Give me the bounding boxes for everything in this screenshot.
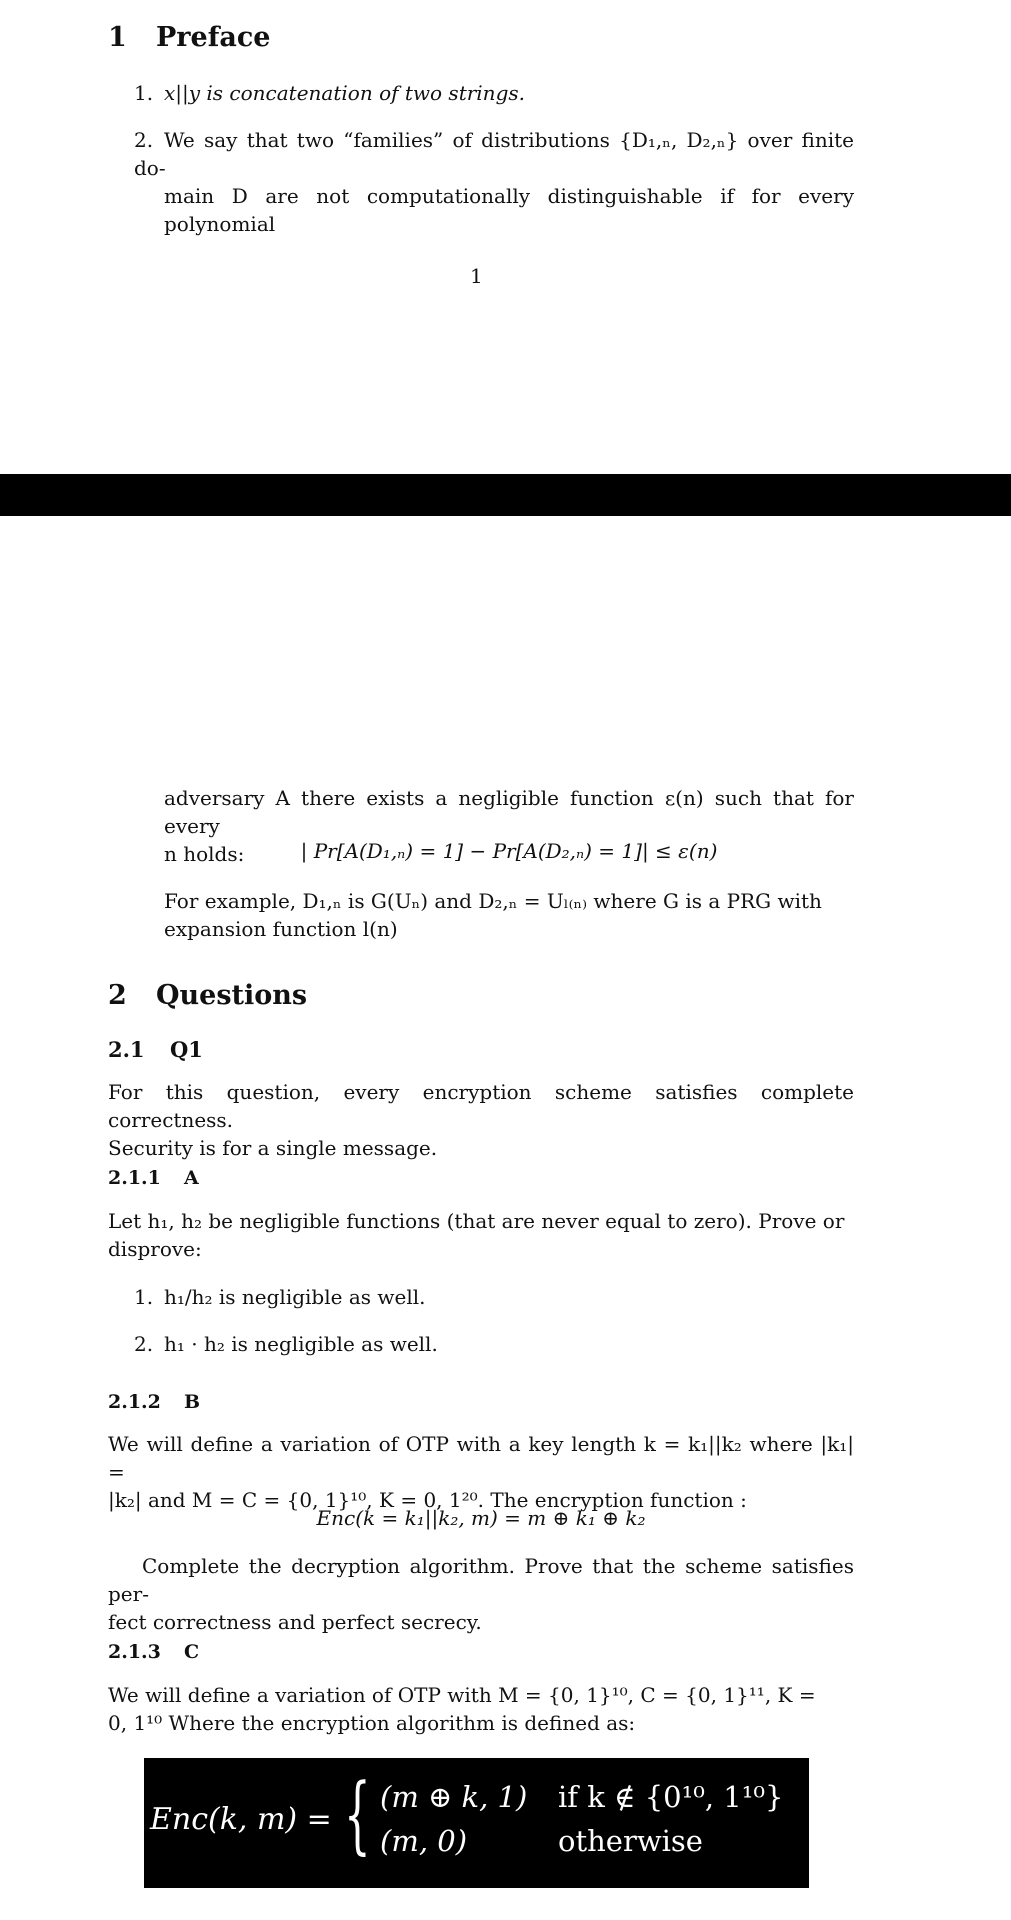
section-number: 2 xyxy=(108,980,127,1011)
list-marker: 1. xyxy=(134,1285,154,1309)
section-title: Questions xyxy=(156,980,308,1011)
paragraph-part-b xyxy=(108,1430,854,1514)
list-marker: 2. xyxy=(134,128,154,152)
display-equation: | Pr[A(D₁,ₙ) = 1] − Pr[A(D₂,ₙ) = 1]| ≤ ε(n) xyxy=(300,839,718,863)
section-heading-questions xyxy=(108,980,307,1011)
subsubsection-title: A xyxy=(184,1167,199,1189)
text-line: We will define a variation of OTP with a key length k = k₁||k₂ where |k₁| = xyxy=(108,1432,854,1484)
text-line: n holds: xyxy=(164,842,245,866)
section-number: 1 xyxy=(108,22,127,53)
list-item xyxy=(134,1283,854,1311)
subsubsection-number: 2.1.1 xyxy=(108,1167,161,1189)
list-text: x||y is concatenation of two strings. xyxy=(164,81,525,105)
text-line: We will define a variation of OTP with M = {0, 1}¹⁰, C = {0, 1}¹¹, K = xyxy=(108,1683,816,1707)
list-line xyxy=(134,182,854,238)
subsubsection-heading-c xyxy=(108,1641,199,1663)
encryption-equation: Enc(k = k₁||k₂, m) = m ⊕ k₁ ⊕ k₂ xyxy=(316,1506,646,1530)
text-line: Security is for a single message. xyxy=(108,1136,438,1160)
text-line: adversary A there exists a negligible function ε(n) such that for every xyxy=(164,786,854,838)
list-item xyxy=(134,79,854,107)
text-line: Let h₁, h₂ be negligible functions (that are never equal to zero). Prove or xyxy=(108,1209,845,1233)
subsubsection-title: B xyxy=(184,1391,201,1413)
case1-condition: if k ∉ {0¹⁰, 1¹⁰} xyxy=(558,1780,784,1814)
text-line: expansion function l(n) xyxy=(164,917,398,941)
cases-brace: { xyxy=(344,1765,371,1863)
text-line: disprove: xyxy=(108,1237,202,1261)
text-line: fect correctness and perfect secrecy. xyxy=(108,1610,482,1634)
subsubsection-heading-a xyxy=(108,1167,199,1189)
text-line: |k₂| and M = C = {0, 1}¹⁰, K = 0, 1²⁰. The encryption function : xyxy=(108,1488,747,1512)
section-heading-preface xyxy=(108,22,270,53)
subsubsection-heading-b xyxy=(108,1391,200,1413)
case1-value: (m ⊕ k, 1) xyxy=(380,1780,528,1814)
list-item xyxy=(134,126,854,238)
list-text: We say that two “families” of distributions {D₁,ₙ, D₂,ₙ} over finite do- xyxy=(134,128,854,180)
cases-lhs: Enc(k, m) = xyxy=(150,1802,332,1837)
subsection-title: Q1 xyxy=(170,1037,203,1062)
section-title: Preface xyxy=(156,22,271,53)
subsubsection-number: 2.1.2 xyxy=(108,1391,161,1413)
list-line xyxy=(134,126,854,182)
subsection-heading-q1 xyxy=(108,1037,203,1062)
subsubsection-number: 2.1.3 xyxy=(108,1641,161,1663)
list-text: main D are not computationally distinguishable if for every polynomial xyxy=(164,184,854,236)
subsubsection-title: C xyxy=(184,1641,200,1663)
list-marker: 2. xyxy=(134,1332,154,1356)
paragraph-part-b-task xyxy=(108,1552,854,1636)
case2-value: (m, 0) xyxy=(380,1824,468,1858)
subsection-number: 2.1 xyxy=(108,1037,145,1062)
paragraph-part-a xyxy=(108,1207,854,1263)
text-line: Complete the decryption algorithm. Prove that the scheme satisfies per- xyxy=(108,1554,854,1606)
paragraph-part-c xyxy=(108,1681,854,1737)
page-separator xyxy=(0,474,1011,516)
list-item xyxy=(134,1330,854,1358)
encryption-cases-box xyxy=(144,1758,809,1888)
list-text: h₁/h₂ is negligible as well. xyxy=(164,1285,426,1309)
paragraph-q1-intro xyxy=(108,1078,854,1162)
text-line: For example, D₁,ₙ is G(Uₙ) and D₂,ₙ = Uₗ₍ₙ₎ where G is a PRG with xyxy=(164,889,822,913)
page-number: 1 xyxy=(470,264,483,288)
paragraph-example xyxy=(164,887,854,943)
case2-condition: otherwise xyxy=(558,1824,703,1858)
text-line: 0, 1¹⁰ Where the encryption algorithm is defined as: xyxy=(108,1711,636,1735)
list-text: h₁ · h₂ is negligible as well. xyxy=(164,1332,438,1356)
list-marker: 1. xyxy=(134,81,154,105)
text-line: For this question, every encryption scheme satisfies complete correctness. xyxy=(108,1080,854,1132)
